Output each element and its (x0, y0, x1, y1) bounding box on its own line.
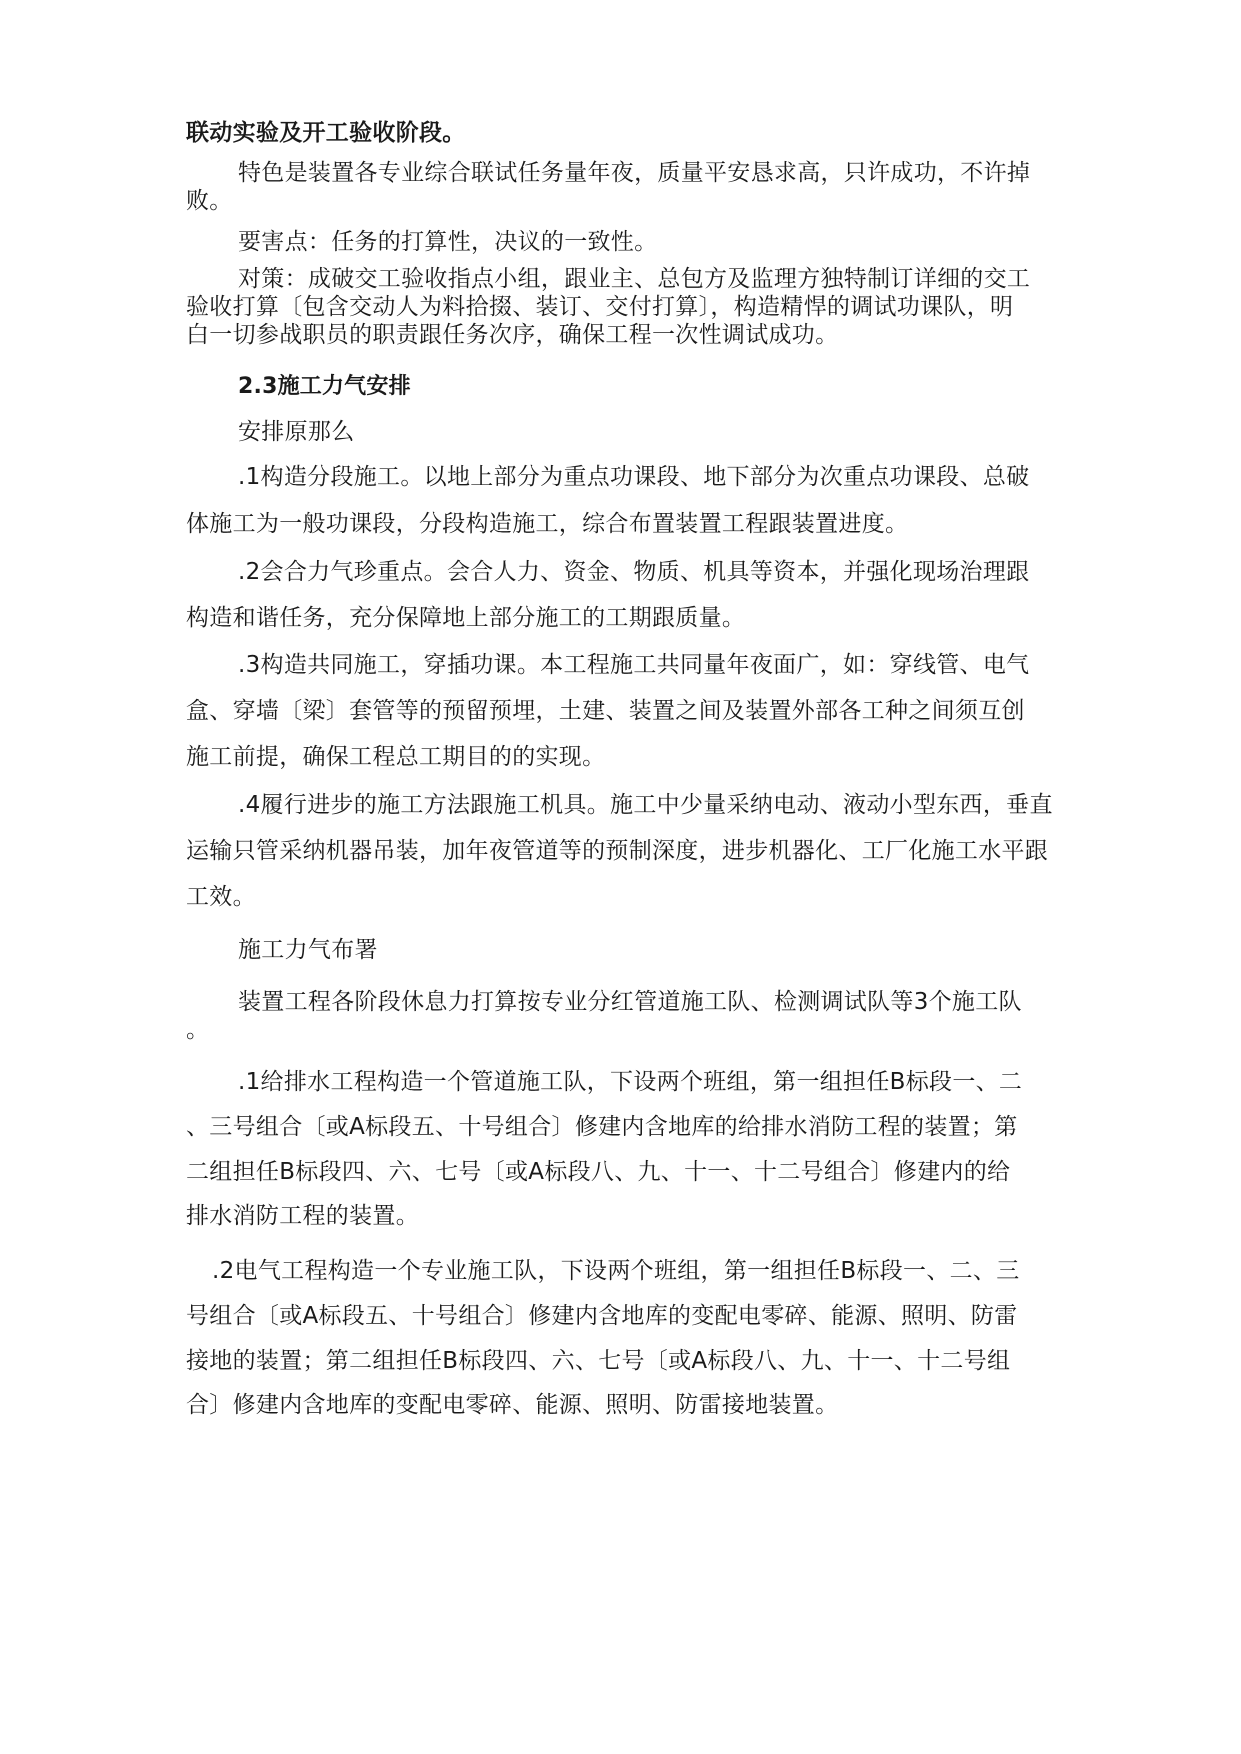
feature-paragraph-line: 特色是装置各专业综合联试任务量年夜，质量平安恳求高，只许成功，不许掉 (238, 160, 1031, 186)
deployment-item-2-line: 号组合〔或A标段五、十号组合〕修建内含地库的变配电零碎、能源、照明、防雷 (186, 1303, 1018, 1329)
deployment-item-1-line: 排水消防工程的装置。 (186, 1203, 419, 1229)
deployment-item-1-line: 、三号组合〔或A标段五、十号组合〕修建内含地库的给排水消防工程的装置；第 (186, 1114, 1018, 1140)
deployment-item-1-line: 二组担任B标段四、六、七号〔或A标段八、九、十一、十二号组合〕修建内的给 (186, 1159, 1011, 1185)
deployment-item-1-line: .1给排水工程构造一个管道施工队，下设两个班组，第一组担任B标段一、二 (238, 1069, 1023, 1095)
deployment-item-2-line: .2电气工程构造一个专业施工队，下设两个班组，第一组担任B标段一、二、三 (212, 1258, 1020, 1284)
deployment-item-2-line: 接地的装置；第二组担任B标段四、六、七号〔或A标段八、九、十一、十二号组 (186, 1348, 1011, 1374)
principle-item-4-line: 工效。 (186, 884, 256, 910)
feature-paragraph-line: 败。 (186, 188, 233, 214)
principle-item-1-line: 体施工为一般功课段，分段构造施工，综合布置装置工程跟装置进度。 (186, 511, 909, 537)
key-points-paragraph: 要害点：任务的打算性，决议的一致性。 (238, 229, 658, 255)
deployment-paragraph-line: 装置工程各阶段休息力打算按专业分红管道施工队、检测调试队等3个施工队 (238, 989, 1022, 1015)
deployment-item-2-line: 合〕修建内含地库的变配电零碎、能源、照明、防雷接地装置。 (186, 1392, 839, 1418)
principle-item-4-line: 运输只管采纳机器吊装，加年夜管道等的预制深度，进步机器化、工厂化施工水平跟 (186, 838, 1049, 864)
deployment-subheading: 施工力气布署 (238, 937, 378, 963)
principle-item-3-line: 盒、穿墙〔梁〕套管等的预留预埋，土建、装置之间及装置外部各工种之间须互创 (186, 698, 1025, 724)
phase-heading: 联动实验及开工验收阶段。 (186, 120, 466, 146)
principle-item-1-line: .1构造分段施工。以地上部分为重点功课段、地下部分为次重点功课段、总破 (238, 464, 1030, 490)
principles-subheading: 安排原那么 (238, 419, 355, 445)
measures-paragraph-line: 验收打算〔包含交动人为料拾掇、装订、交付打算〕，构造精悍的调试功课队，明 (186, 294, 1014, 320)
principle-item-4-line: .4履行进步的施工方法跟施工机具。施工中少量采纳电动、液动小型东西，垂直 (238, 792, 1053, 818)
principle-item-2-line: .2会合力气珍重点。会合人力、资金、物质、机具等资本，并强化现场治理跟 (238, 559, 1030, 585)
principle-item-2-line: 构造和谐任务，充分保障地上部分施工的工期跟质量。 (186, 605, 746, 631)
deployment-paragraph-line: 。 (186, 1017, 210, 1043)
section-title: 2.3施工力气安排 (238, 374, 411, 399)
principle-item-3-line: 施工前提，确保工程总工期目的的实现。 (186, 744, 606, 770)
measures-paragraph-line: 对策：成破交工验收指点小组，跟业主、总包方及监理方独特制订详细的交工 (238, 266, 1031, 292)
measures-paragraph-line: 白一切参战职员的职责跟任务次序，确保工程一次性调试成功。 (186, 322, 839, 348)
principle-item-3-line: .3构造共同施工，穿插功课。本工程施工共同量年夜面广，如：穿线管、电气 (238, 652, 1030, 678)
